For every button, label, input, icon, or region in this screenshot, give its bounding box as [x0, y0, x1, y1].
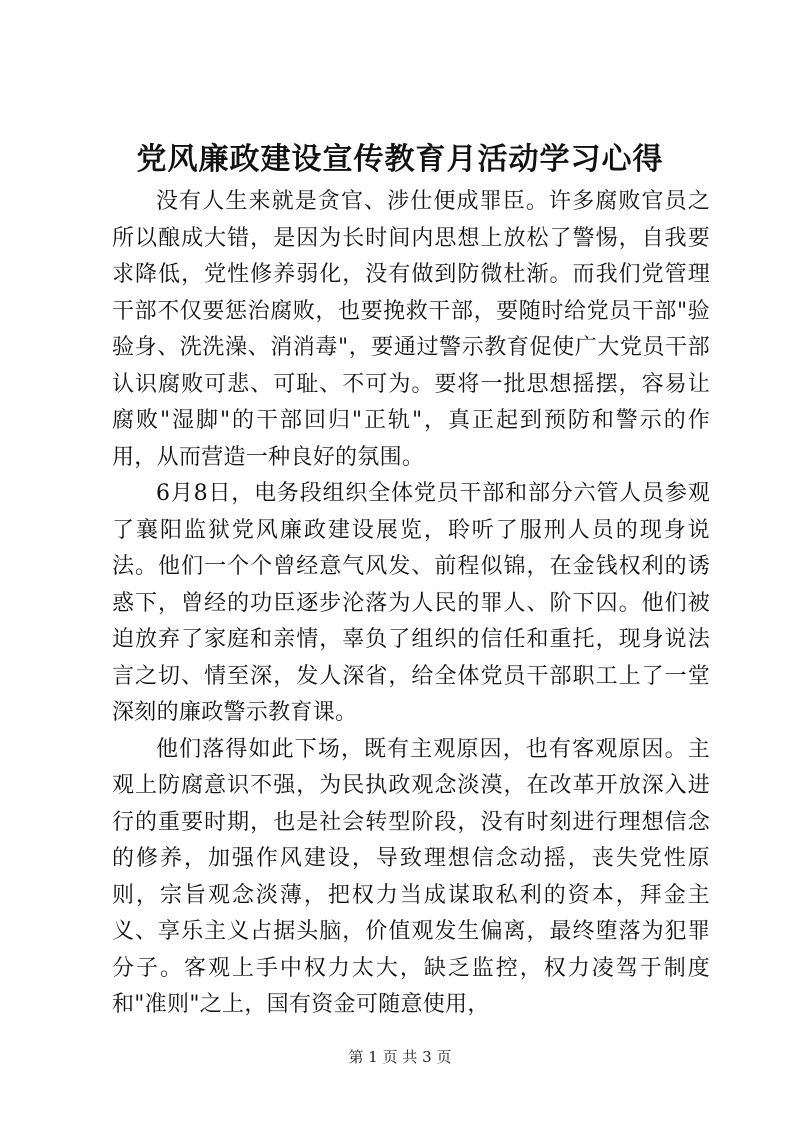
paragraph: 没有人生来就是贪官、涉仕便成罪臣。许多腐败官员之所以酿成大错，是因为长时间内思想上放松了警惕，自我要求降低，党性修养弱化，没有做到防微杜渐。而我们党管理干部不仅要惩治腐败，也要挽救干部，要随时给党员干部"验验身、洗洗澡、消消毒"，要通过警示教育促使广大党员干部认识腐败可悲、可耻、不可为。要将一批思想摇摆，容易让腐败"湿脚"的干部回归"正轨"，真正起到预防和警示的作用，从而营造一种良好的氛围。 [112, 189, 710, 470]
document-title: 党风廉政建设宣传教育月活动学习心得 [136, 142, 664, 177]
paragraph: 他们落得如此下场，既有主观原因，也有客观原因。主观上防腐意识不强，为民执政观念淡漠，在改革开放深入进行的重要时期，也是社会转型阶段，没有时刻进行理想信念的修养，加强作风建设，导致理想信念动摇，丧失党性原则，宗旨观念淡薄，把权力当成谋取私利的资本，拜金主义、享乐主义占据头脑，价值观发生偏离，最终堕落为犯罪分子。客观上手中权力太大，缺乏监控，权力凌驾于制度和"准则"之上，国有资金可随意使用， [112, 736, 710, 1017]
document-body [112, 184, 710, 1024]
paragraph: 6月8日，电务段组织全体党员干部和部分六管人员参观了襄阳监狱党风廉政建设展览，聆听了服刑人员的现身说法。他们一个个曾经意气风发、前程似锦，在金钱权利的诱惑下，曾经的功臣逐步沦落为人民的罪人、阶下囚。他们被迫放弃了家庭和亲情，辜负了组织的信任和重托，现身说法言之切、情至深，发人深省，给全体党员干部职工上了一堂深刻的廉政警示教育课。 [112, 481, 710, 725]
page-footer: 第 1 页 共 3 页 [348, 1048, 452, 1066]
